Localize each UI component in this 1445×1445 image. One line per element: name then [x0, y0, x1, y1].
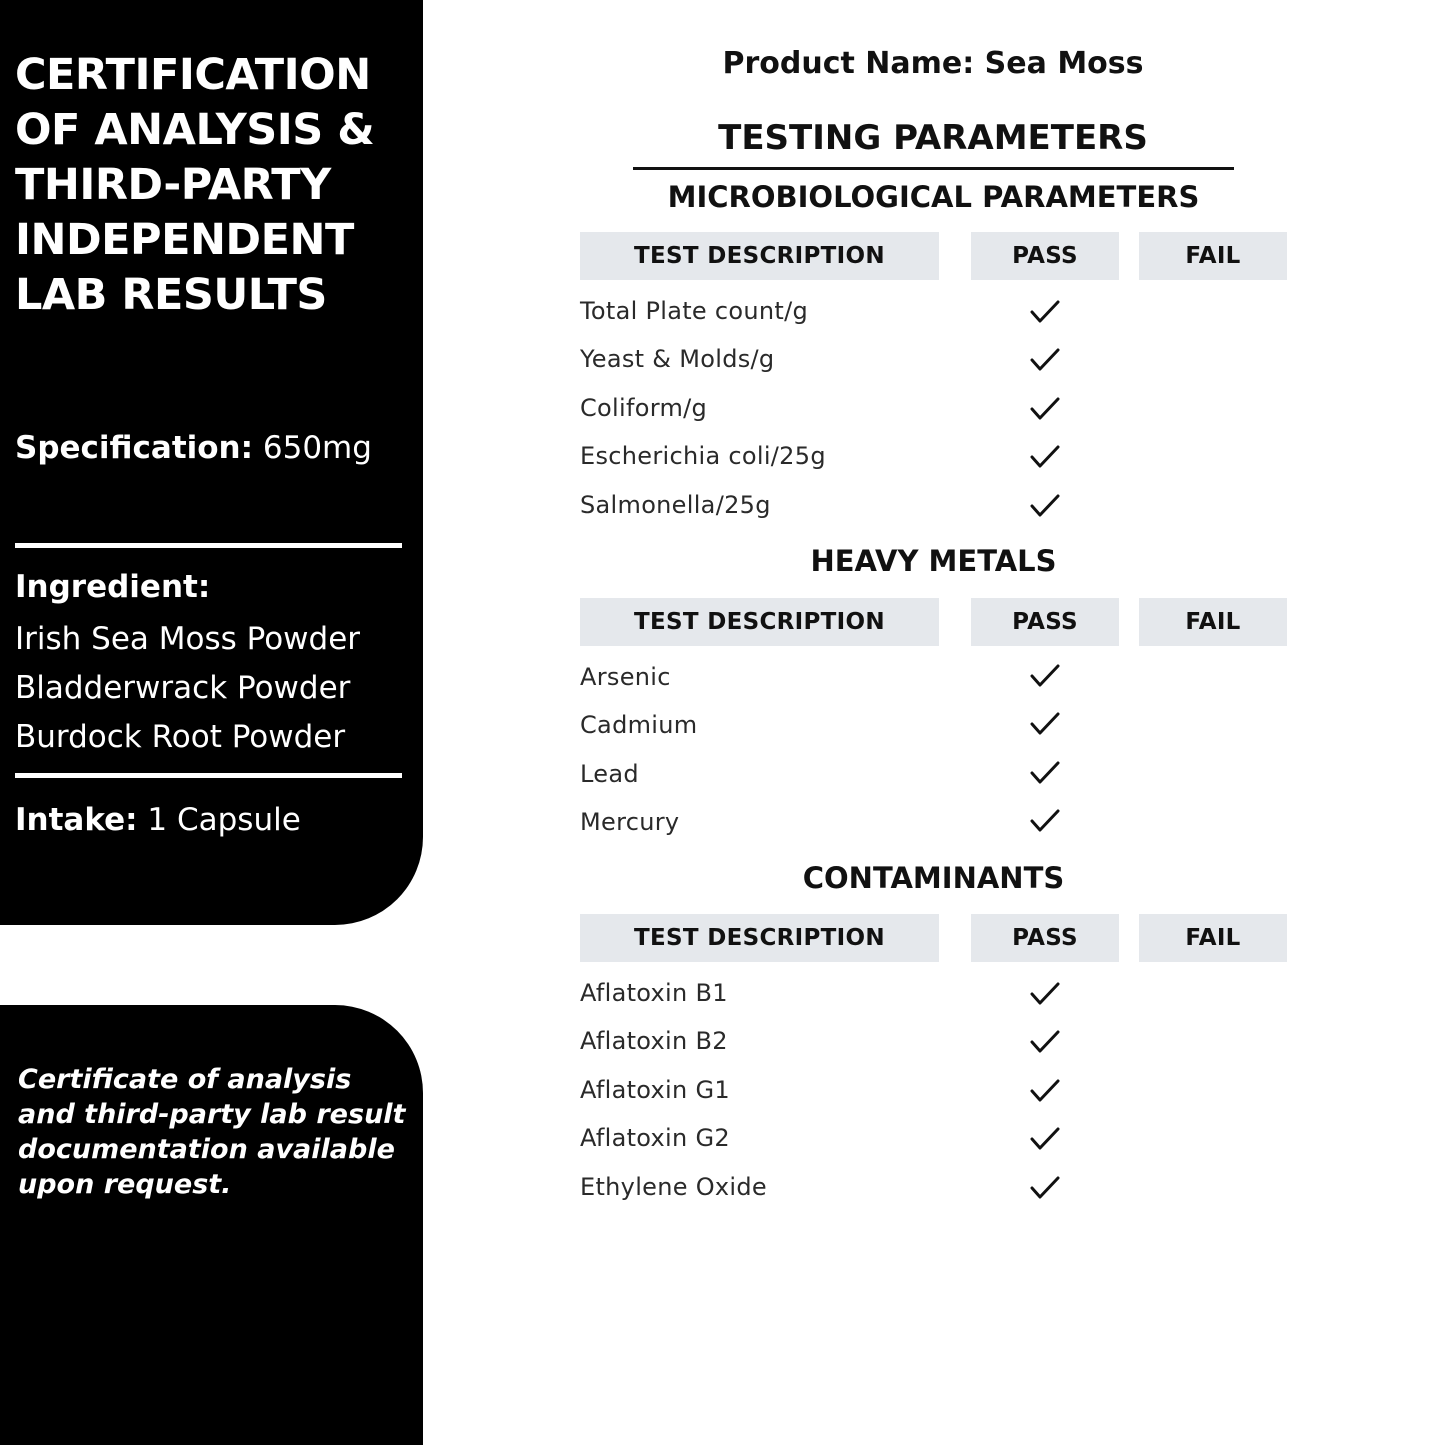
title-line: CERTIFICATION [15, 50, 371, 100]
checkmark-icon [1030, 1126, 1060, 1152]
test-row-label: Yeast & Molds/g [580, 345, 775, 373]
divider [15, 543, 402, 548]
note-line: and third-party lab result [18, 1099, 406, 1130]
ingredient-item: Burdock Root Powder [15, 719, 346, 755]
checkmark-icon [1030, 299, 1060, 325]
test-row-label: Salmonella/25g [580, 491, 771, 519]
test-row-label: Aflatoxin G2 [580, 1124, 730, 1152]
checkmark-icon [1030, 981, 1060, 1007]
note-line: upon request. [18, 1169, 232, 1200]
checkmark-icon [1030, 1175, 1060, 1201]
header-pass: PASS [971, 232, 1119, 280]
header-fail: FAIL [1139, 232, 1287, 280]
checkmark-icon [1030, 760, 1060, 786]
checkmark-icon [1030, 493, 1060, 519]
test-row-label: Aflatoxin B2 [580, 1027, 728, 1055]
info-panel [0, 0, 423, 925]
title-line: THIRD-PARTY [15, 160, 331, 210]
testing-parameters-title: TESTING PARAMETERS [718, 118, 1148, 158]
ingredient-item: Bladderwrack Powder [15, 670, 351, 706]
test-row-label: Coliform/g [580, 394, 708, 422]
section-title-microbiological: MICROBIOLOGICAL PARAMETERS [667, 180, 1200, 214]
checkmark-icon [1030, 808, 1060, 834]
checkmark-icon [1030, 1078, 1060, 1104]
intake [15, 802, 301, 838]
divider [15, 773, 402, 778]
test-row-label: Arsenic [580, 663, 671, 691]
intake-label: Intake: [15, 802, 138, 838]
note-line: Certificate of analysis [18, 1064, 352, 1095]
test-row-label: Lead [580, 760, 639, 788]
title-line: LAB RESULTS [15, 270, 327, 320]
test-row-label: Aflatoxin B1 [580, 979, 728, 1007]
section-title-heavy-metals: HEAVY METALS [810, 544, 1057, 578]
test-row-label: Escherichia coli/25g [580, 442, 826, 470]
certification-title [15, 48, 410, 323]
title-line: OF ANALYSIS & [15, 105, 375, 155]
header-test-description: TEST DESCRIPTION [580, 914, 939, 962]
checkmark-icon [1030, 1029, 1060, 1055]
header-pass: PASS [971, 914, 1119, 962]
ingredient-list [15, 615, 360, 762]
section-title-contaminants: CONTAMINANTS [802, 861, 1065, 895]
availability-note [18, 1062, 413, 1202]
title-line: INDEPENDENT [15, 215, 354, 265]
header-test-description: TEST DESCRIPTION [580, 598, 939, 646]
title-underline [633, 167, 1234, 170]
test-row-label: Mercury [580, 808, 680, 836]
checkmark-icon [1030, 444, 1060, 470]
intake-value: 1 Capsule [147, 802, 301, 838]
checkmark-icon [1030, 347, 1060, 373]
checkmark-icon [1030, 396, 1060, 422]
specification [15, 430, 372, 466]
specification-value: 650mg [262, 430, 372, 466]
header-test-description: TEST DESCRIPTION [580, 232, 939, 280]
specification-label: Specification: [15, 430, 254, 466]
test-row-label: Aflatoxin G1 [580, 1076, 730, 1104]
checkmark-icon [1030, 711, 1060, 737]
ingredient-item: Irish Sea Moss Powder [15, 621, 361, 657]
product-name: Product Name: Sea Moss [722, 46, 1144, 81]
header-pass: PASS [971, 598, 1119, 646]
note-panel [0, 1005, 423, 1445]
test-row-label: Total Plate count/g [580, 297, 809, 325]
test-row-label: Ethylene Oxide [580, 1173, 767, 1201]
test-row-label: Cadmium [580, 711, 698, 739]
header-fail: FAIL [1139, 914, 1287, 962]
ingredient-label: Ingredient: [15, 569, 211, 605]
checkmark-icon [1030, 663, 1060, 689]
header-fail: FAIL [1139, 598, 1287, 646]
note-line: documentation available [18, 1134, 395, 1165]
